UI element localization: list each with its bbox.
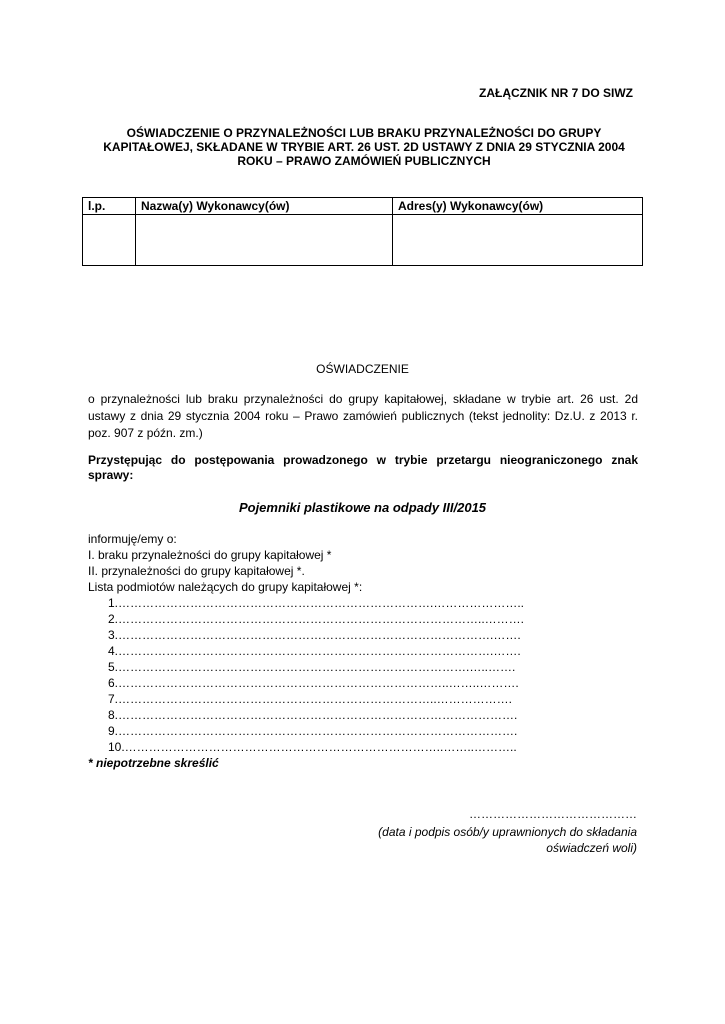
cell-name[interactable] [136, 215, 393, 266]
annex-label: ZAŁĄCZNIK NR 7 DO SIWZ [479, 86, 633, 100]
proceeding-statement: Przystępując do postępowania prowadzonego w trybie przetargu nieograniczonego znak sprawy: [88, 453, 638, 482]
option-no-membership: I. braku przynależności do grupy kapitałowej * [88, 548, 332, 562]
declaration-heading: OŚWIADCZENIE [316, 362, 409, 376]
column-header-name: Nazwa(y) Wykonawcy(ów) [136, 198, 393, 215]
list-item[interactable]: 5.…………………………………………………………………………….…..……. [108, 660, 516, 674]
title-line: OŚWIADCZENIE O PRZYNALEŻNOŚCI LUB BRAKU PRZYNALEŻNOŚCI DO GRUPY [126, 126, 602, 140]
list-item[interactable]: 10.……………………………………………………………………..……..……….. [108, 740, 517, 754]
signature-caption: (data i podpis osób/y uprawnionych do składania [378, 825, 637, 839]
column-header-address: Adres(y) Wykonawcy(ów) [393, 198, 643, 215]
tender-subject: Pojemniki plastikowe na odpady III/2015 [238, 500, 487, 515]
list-item[interactable]: 6.………………………………………………………………………..……..………. [108, 676, 519, 690]
title-line: ROKU – PRAWO ZAMÓWIEŃ PUBLICZNYCH [237, 154, 491, 168]
declaration-body [88, 531, 524, 771]
signature-caption: oświadczeń woli) [546, 841, 637, 855]
table-header-row [83, 198, 643, 215]
cell-lp[interactable] [83, 215, 136, 266]
option-membership: II. przynależności do grupy kapitałowej *. [88, 564, 305, 578]
list-item[interactable]: 9.………………………………………………………………………………………. [108, 724, 518, 738]
inform-text: informuję/emy o: [88, 532, 177, 546]
signature-block [378, 806, 637, 856]
table-row [83, 215, 643, 266]
footnote: * niepotrzebne skreślić [88, 756, 219, 770]
document-title [88, 126, 640, 168]
list-label: Lista podmiotów należących do grupy kapitałowej *: [88, 580, 363, 594]
list-item[interactable]: 1.…………………………………………………………………….………………….. [108, 596, 525, 610]
declaration-intro: o przynależności lub braku przynależności do grupy kapitałowej, składane w trybie art. 26 ust. 2d ustawy z dnia 29 stycznia 2004 roku – Prawo zamówień publicznych (tekst jednolity: Dz.U. z 2013 r. poz. 907 z późn. zm.) [88, 392, 638, 440]
list-item[interactable]: 2.………………………………………………………………………………..………. [108, 612, 525, 626]
contractors-table [82, 197, 643, 266]
signature-line[interactable]: …………………………………… [469, 807, 637, 821]
list-item[interactable]: 7.……………………………………………………………………..………………. [108, 692, 513, 706]
entity-list [88, 595, 524, 755]
list-item[interactable]: 8.………………………………………………………………………………………. [108, 708, 518, 722]
title-line: KAPITAŁOWEJ, SKŁADANE W TRYBIE ART. 26 UST. 2D USTAWY Z DNIA 29 STYCZNIA 2004 [103, 140, 625, 154]
cell-address[interactable] [393, 215, 643, 266]
list-item[interactable]: 4.………………………………………………………………………………….……. [108, 644, 521, 658]
column-header-lp: l.p. [83, 198, 136, 215]
list-item[interactable]: 3.………………………………………………………………………………….……. [108, 628, 521, 642]
